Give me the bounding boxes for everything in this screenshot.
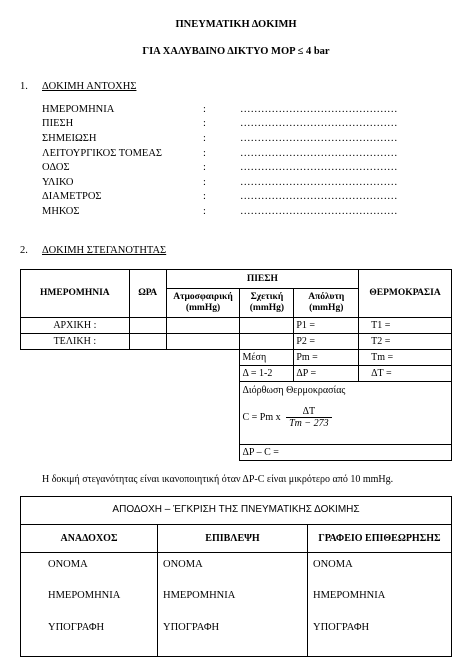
approval-date[interactable]: ΗΜΕΡΟΜΗΝΙΑ bbox=[313, 590, 386, 601]
approval-col-heading: ΕΠΙΒΛΕΨΗ bbox=[205, 533, 260, 544]
divider bbox=[21, 552, 451, 553]
approval-title: ΑΠΟΔΟΧΗ – ΈΓΚΡΙΣΗ ΤΗΣ ΠΝΕΥΜΑΤΙΚΗΣ ΔΟΚΙΜΗΣ bbox=[112, 504, 360, 515]
field-label: ΥΛΙΚΟ bbox=[42, 177, 74, 188]
table-cell[interactable] bbox=[240, 318, 294, 334]
leak-test-table bbox=[20, 269, 452, 461]
pm-cell[interactable]: Pm = bbox=[294, 350, 359, 366]
dp-minus-c-cell[interactable]: ΔP – C = bbox=[240, 445, 452, 461]
table-cell[interactable] bbox=[166, 318, 240, 334]
tm-cell[interactable]: Tm = bbox=[359, 350, 452, 366]
field-dots[interactable]: ……………………………………… bbox=[240, 118, 398, 129]
delta-range-label: Δ = 1-2 bbox=[240, 366, 294, 382]
formula-numerator: ΔT bbox=[286, 406, 332, 418]
dp-cell[interactable]: ΔP = bbox=[294, 366, 359, 382]
field-dots[interactable]: ……………………………………… bbox=[240, 133, 398, 144]
col-pressure-header: ΠΙΕΣΗ bbox=[166, 270, 359, 289]
table-cell[interactable] bbox=[129, 318, 166, 334]
field-colon: : bbox=[203, 177, 206, 188]
row-final-label: ΤΕΛΙΚΗ : bbox=[21, 334, 130, 350]
empty-area bbox=[21, 350, 240, 366]
formula-fraction bbox=[286, 406, 332, 429]
approval-signature[interactable]: ΥΠΟΓΡΑΦΗ bbox=[48, 622, 105, 633]
approval-date[interactable]: ΗΜΕΡΟΜΗΝΙΑ bbox=[163, 590, 236, 601]
field-label: ΗΜΕΡΟΜΗΝΙΑ bbox=[42, 104, 115, 115]
section2-number: 2. bbox=[20, 245, 28, 256]
section1-number: 1. bbox=[20, 81, 28, 92]
empty-area bbox=[21, 366, 240, 382]
field-dots[interactable]: ……………………………………… bbox=[240, 148, 398, 159]
field-colon: : bbox=[203, 191, 206, 202]
temperature-correction-cell bbox=[240, 382, 452, 445]
col-temperature-header: ΘΕΡΜΟΚΡΑΣΙΑ bbox=[359, 270, 452, 318]
empty-area bbox=[21, 445, 240, 461]
field-dots[interactable]: ……………………………………… bbox=[240, 191, 398, 202]
correction-label: Διόρθωση Θερμοκρασίας bbox=[242, 385, 346, 396]
approval-col-heading: ΓΡΑΦΕΙΟ ΕΠΙΘΕΩΡΗΣΗΣ bbox=[318, 533, 441, 544]
field-dots[interactable]: ……………………………………… bbox=[240, 206, 398, 217]
field-label: ΠΙΕΣΗ bbox=[42, 118, 74, 129]
col-date-header: ΗΜΕΡΟΜΗΝΙΑ bbox=[21, 270, 130, 318]
field-dots[interactable]: ……………………………………… bbox=[240, 162, 398, 173]
correction-formula bbox=[242, 406, 449, 429]
table-cell[interactable] bbox=[166, 334, 240, 350]
dt-cell[interactable]: ΔT = bbox=[359, 366, 452, 382]
field-colon: : bbox=[203, 118, 206, 129]
field-colon: : bbox=[203, 148, 206, 159]
field-label: ΟΔΟΣ bbox=[42, 162, 70, 173]
sub-absolute-header: Απόλυτη (mmHg) bbox=[294, 289, 359, 318]
row-initial-label: ΑΡΧΙΚΗ : bbox=[21, 318, 130, 334]
formula-denominator: Tm − 273 bbox=[289, 418, 329, 429]
field-colon: : bbox=[203, 206, 206, 217]
mean-label: Μέση bbox=[240, 350, 294, 366]
field-label: ΜΗΚΟΣ bbox=[42, 206, 80, 217]
approval-col-heading: ΑΝΑΔΟΧΟΣ bbox=[60, 533, 118, 544]
field-colon: : bbox=[203, 104, 206, 115]
field-colon: : bbox=[203, 133, 206, 144]
section2-heading: ΔΟΚΙΜΗ ΣΤΕΓΑΝΟΤΗΤΑΣ bbox=[42, 245, 167, 256]
approval-date[interactable]: ΗΜΕΡΟΜΗΝΙΑ bbox=[48, 590, 121, 601]
empty-area bbox=[21, 382, 240, 445]
t2-cell[interactable]: T2 = bbox=[359, 334, 452, 350]
p1-cell[interactable]: P1 = bbox=[294, 318, 359, 334]
field-label: ΛΕΙΤΟΥΡΓΙΚΟΣ ΤΟΜΕΑΣ bbox=[42, 148, 163, 159]
approval-signature[interactable]: ΥΠΟΓΡΑΦΗ bbox=[313, 622, 370, 633]
document-title: ΠΝΕΥΜΑΤΙΚΗ ΔΟΚΙΜΗ bbox=[175, 19, 297, 30]
approval-name[interactable]: ΟΝΟΜΑ bbox=[48, 559, 88, 570]
approval-name[interactable]: ΟΝΟΜΑ bbox=[163, 559, 203, 570]
divider bbox=[21, 524, 451, 525]
table-cell[interactable] bbox=[240, 334, 294, 350]
formula-lhs: C = Pm x bbox=[242, 411, 281, 423]
p2-cell[interactable]: P2 = bbox=[294, 334, 359, 350]
t1-cell[interactable]: T1 = bbox=[359, 318, 452, 334]
acceptance-note: Η δοκιμή στεγανότητας είναι ικανοποιητική όταν ΔP-C είναι μικρότερο από 10 mmHg. bbox=[42, 474, 394, 485]
field-label: ΔΙΑΜΕΤΡΟΣ bbox=[42, 191, 102, 202]
table-cell[interactable] bbox=[129, 334, 166, 350]
approval-signature[interactable]: ΥΠΟΓΡΑΦΗ bbox=[163, 622, 220, 633]
approval-name[interactable]: ΟΝΟΜΑ bbox=[313, 559, 353, 570]
sub-atmospheric-header: Ατμοσφαιρική (mmHg) bbox=[166, 289, 240, 318]
field-dots[interactable]: ……………………………………… bbox=[240, 104, 398, 115]
document-subtitle: ΓΙΑ ΧΑΛΥΒΔΙΝΟ ΔΙΚΤΥΟ ΜΟΡ ≤ 4 bar bbox=[142, 46, 330, 57]
section1-heading: ΔΟΚΙΜΗ ΑΝΤΟΧΗΣ bbox=[42, 81, 137, 92]
sub-relative-header: Σχετική (mmHg) bbox=[240, 289, 294, 318]
field-dots[interactable]: ……………………………………… bbox=[240, 177, 398, 188]
field-colon: : bbox=[203, 162, 206, 173]
field-label: ΣΗΜΕΙΩΣΗ bbox=[42, 133, 97, 144]
col-time-header: ΩΡΑ bbox=[129, 270, 166, 318]
